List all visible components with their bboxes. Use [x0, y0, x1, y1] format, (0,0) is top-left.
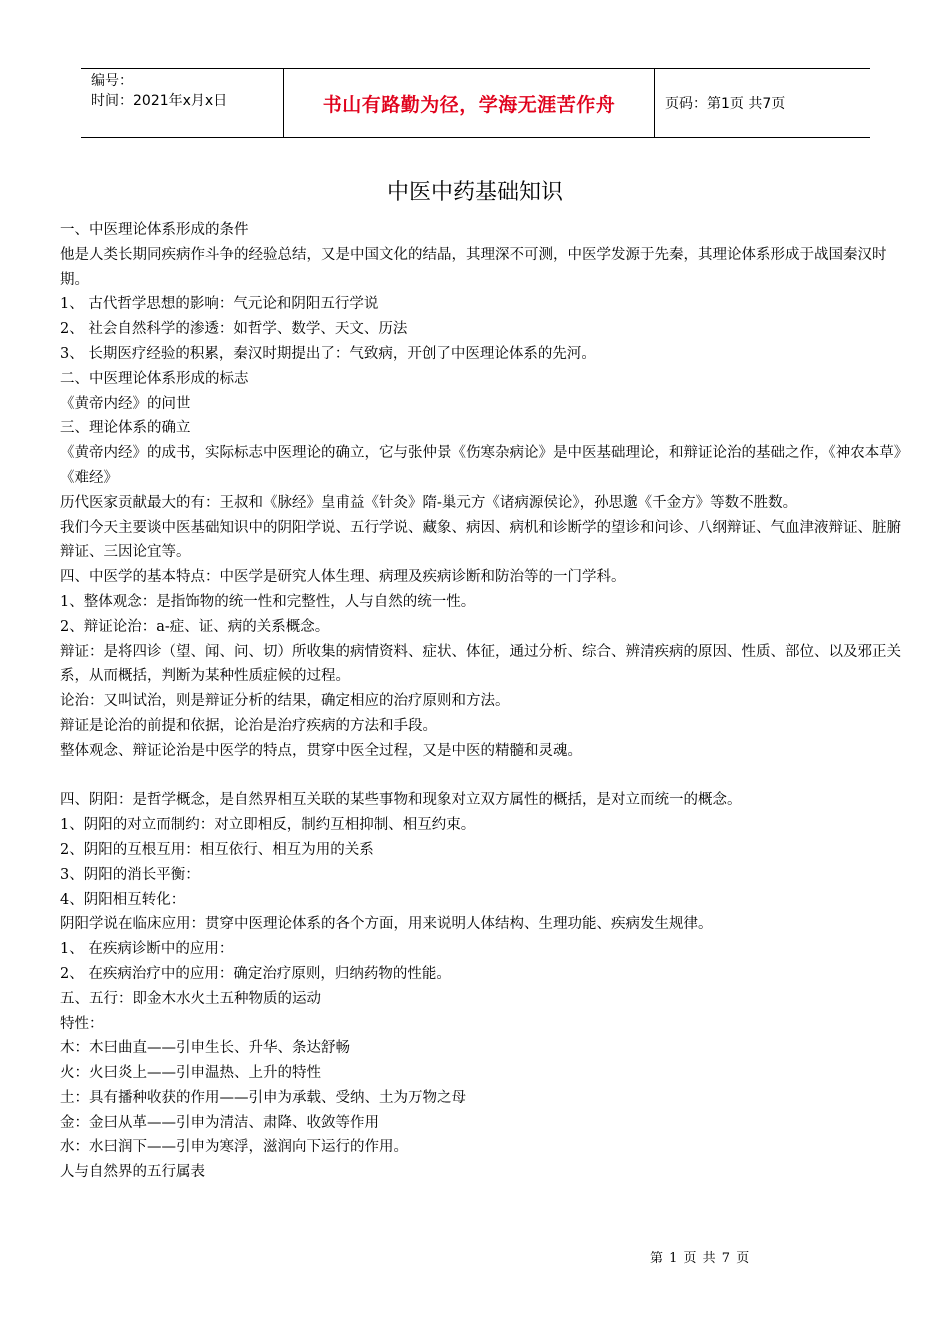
paragraph: 一、中医理论体系形成的条件	[60, 222, 249, 238]
paragraph: 三、理论体系的确立	[60, 420, 191, 437]
paragraph: 木：木曰曲直——引申生长、升华、条达舒畅	[60, 1040, 350, 1057]
header-page-info: 页码：第1页 共7页	[665, 96, 786, 112]
paragraph: 3、阴阳的消长平衡：	[60, 866, 200, 883]
paragraph: 历代医家贡献最大的有：王叔和《脉经》皇甫益《针灸》隋-巢元方《诸病源侯论》，孙思邈《千金方》等数不胜数。	[60, 494, 798, 511]
document-title: 中医中药基础知识	[386, 180, 563, 205]
paragraph: 五、五行：即金木水火土五种物质的运动	[60, 990, 321, 1007]
paragraph: 四、阴阳：是哲学概念，是自然界相互关联的某些事物和现象对立双方属性的概括，是对立而统一的概念。	[60, 792, 742, 809]
paragraph: 二、中医理论体系形成的标志	[60, 370, 249, 387]
paragraph: 2、阴阳的互根互用：相互依行、相互为用的关系	[60, 841, 374, 858]
document-body	[60, 218, 910, 1185]
paragraph: 辩证：是将四诊（望、闻、问、切）所收集的病情资料、症状、体征，通过分析、综合、辨清疾病的原因、性质、部位、以及邪正关系，从而概括，判断为某种性质症候的过程。	[60, 643, 901, 685]
paragraph: 人与自然界的五行属表	[60, 1164, 205, 1181]
paragraph: 2、辩证论治：a-症、证、病的关系概念。	[60, 618, 330, 635]
paragraph: 论治：又叫试治，则是辩证分析的结果，确定相应的治疗原则和方法。	[60, 693, 510, 710]
paragraph: 特性：	[60, 1015, 104, 1032]
paragraph: 1、阴阳的对立而制约：对立即相反，制约互相抑制、相互约束。	[60, 817, 476, 834]
paragraph: 整体观念、辩证论治是中医学的特点，贯穿中医全过程，又是中医的精髓和灵魂。	[60, 742, 582, 759]
paragraph: 金：金曰从革——引申为清洁、肃降、收敛等作用	[60, 1114, 379, 1131]
paragraph: 水：水曰润下——引申为寒浮，滋润向下运行的作用。	[60, 1139, 408, 1156]
paragraph: 1、 古代哲学思想的影响：气元论和阴阳五行学说	[60, 296, 379, 313]
paragraph: 土：具有播种收获的作用——引申为承载、受纳、土为万物之母	[60, 1089, 466, 1106]
paragraph: 4、阴阳相互转化：	[60, 891, 186, 908]
header-meta	[81, 69, 283, 137]
paragraph: 火：火曰炎上——引申温热、上升的特性	[60, 1065, 321, 1082]
paragraph: 2、 在疾病治疗中的应用：确定治疗原则，归纳药物的性能。	[60, 965, 451, 982]
paragraph: 《黄帝内经》的问世	[60, 395, 191, 412]
number-label: 编号：	[91, 73, 133, 89]
paragraph: 四、中医学的基本特点：中医学是研究人体生理、病理及疾病诊断和防治等的一门学科。	[60, 569, 626, 586]
paragraph: 辩证是论治的前提和依据，论治是治疗疾病的方法和手段。	[60, 717, 437, 734]
paragraph: 他是人类长期同疾病作斗争的经验总结，又是中国文化的结晶，其理深不可测，中医学发源于先秦，其理论体系形成于战国秦汉时期。	[60, 246, 887, 288]
paragraph	[60, 764, 910, 789]
header-motto: 书山有路勤为径，学海无涯苦作舟	[283, 69, 655, 137]
paragraph: 1、整体观念：是指饰物的统一性和完整性，人与自然的统一性。	[60, 593, 476, 610]
page-header	[81, 68, 870, 138]
paragraph: 我们今天主要谈中医基础知识中的阴阳学说、五行学说、藏象、病因、病机和诊断学的望诊和问诊、八纲辩证、气血津液辩证、脏腑辩证、三因论宜等。	[60, 519, 901, 561]
paragraph: 1、 在疾病诊断中的应用：	[60, 941, 234, 958]
paragraph: 《黄帝内经》的成书，实际标志中医理论的确立，它与张仲景《伤寒杂病论》是中医基础理论，和辩证论治的基础之作，《神农本草》《难经》	[60, 445, 909, 486]
time-label: 时间：2021年x月x日	[91, 93, 228, 109]
paragraph: 2、 社会自然科学的渗透：如哲学、数学、天文、历法	[60, 321, 408, 338]
paragraph: 3、 长期医疗经验的积累，秦汉时期提出了：气致病，开创了中医理论体系的先河。	[60, 345, 596, 362]
page-footer: 第 1 页 共 7 页	[650, 1251, 751, 1266]
paragraph: 阴阳学说在临床应用：贯穿中医理论体系的各个方面，用来说明人体结构、生理功能、疾病发生规律。	[60, 916, 713, 933]
